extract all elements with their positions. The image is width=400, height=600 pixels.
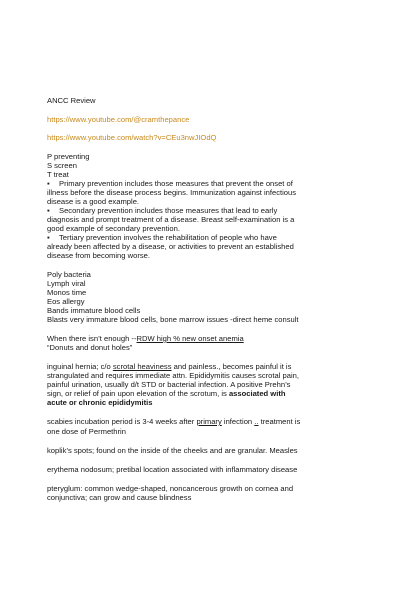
secondary-prevention-line-1: ▪ Secondary prevention includes those measures that lead to early <box>47 206 278 215</box>
youtube-video-link[interactable]: https://www.youtube.com/watch?v=CEu3nwJIOdQ <box>47 133 217 142</box>
pterygium-line-2: conjunctiva; can grow and cause blindness <box>47 493 192 502</box>
scabies-line-2: one dose of Permethrin <box>47 427 126 436</box>
cell-bands: Bands immature blood cells <box>47 306 141 315</box>
cell-lymph: Lymph viral <box>47 279 86 288</box>
bullet-icon: ▪ <box>47 233 50 242</box>
tertiary-prevention-line-3: disease from becoming worse. <box>47 251 150 260</box>
pst-treat: T treat <box>47 170 69 179</box>
bullet-icon: ▪ <box>47 179 50 188</box>
rdw-anemia-underlined: RDW high % new onset anemia <box>136 334 244 343</box>
hernia-line-4: sign, or relief of pain upon elevation of the scrotum, is associated with <box>47 389 286 398</box>
primary-prevention-line-3: disease is a good example. <box>47 197 140 206</box>
tertiary-prevention-line-2: already been affected by a disease, or activities to prevent an established <box>47 242 294 251</box>
anemia-line-2: “Donuts and donut holes” <box>47 343 133 352</box>
cell-monos: Monos time <box>47 288 87 297</box>
pst-preventing: P preventing <box>47 152 90 161</box>
bullet-icon: ▪ <box>47 206 50 215</box>
hernia-line-2: strangulated and requires immediate attn. Epididymitis causes scrotal pain, <box>47 371 299 380</box>
hernia-line-1: inguinal hernia; c/o scrotal heaviness and painless., becomes painful it is <box>47 362 292 371</box>
scabies-line-1: scabies incubation period is 3-4 weeks after primary infection .. treatment is <box>47 417 301 426</box>
secondary-prevention-line-3: good example of secondary prevention. <box>47 224 180 233</box>
hernia-line-3: painful urination, usually d/t STD or bacterial infection. A positive Prehn’s <box>47 380 291 389</box>
hernia-line-5: acute or chronic epididymitis <box>47 398 153 407</box>
tertiary-prevention-line-1: ▪ Tertiary prevention involves the rehabilitation of people who have <box>47 233 277 242</box>
anemia-line-1: When there isn’t enough --RDW high % new onset anemia <box>47 334 244 343</box>
primary-prevention-line-2: illness before the disease process begins. Immunization against infectious <box>47 188 297 197</box>
erythema-line: erythema nodosum; pretibal location associated with inflammatory disease <box>47 465 298 474</box>
cell-blasts: Blasts very immature blood cells, bone marrow issues -direct heme consult <box>47 315 299 324</box>
pterygium-line-1: pteryglum: common wedge-shaped, noncancerous growth on cornea and <box>47 484 294 493</box>
cell-poly: Poly bacteria <box>47 270 91 279</box>
secondary-prevention-line-2: diagnosis and prompt treatment of a disease. Breast self-examination is a <box>47 215 295 224</box>
koplik-line: koplik’s spots; found on the inside of the cheeks and are granular. Measles <box>47 446 298 455</box>
cell-eos: Eos allergy <box>47 297 85 306</box>
primary-prevention-line-1: ▪ Primary prevention includes those measures that prevent the onset of <box>47 179 293 188</box>
youtube-channel-link[interactable]: https://www.youtube.com/@cramthepance <box>47 115 190 124</box>
doc-title: ANCC Review <box>47 96 96 105</box>
pst-screen: S screen <box>47 161 77 170</box>
